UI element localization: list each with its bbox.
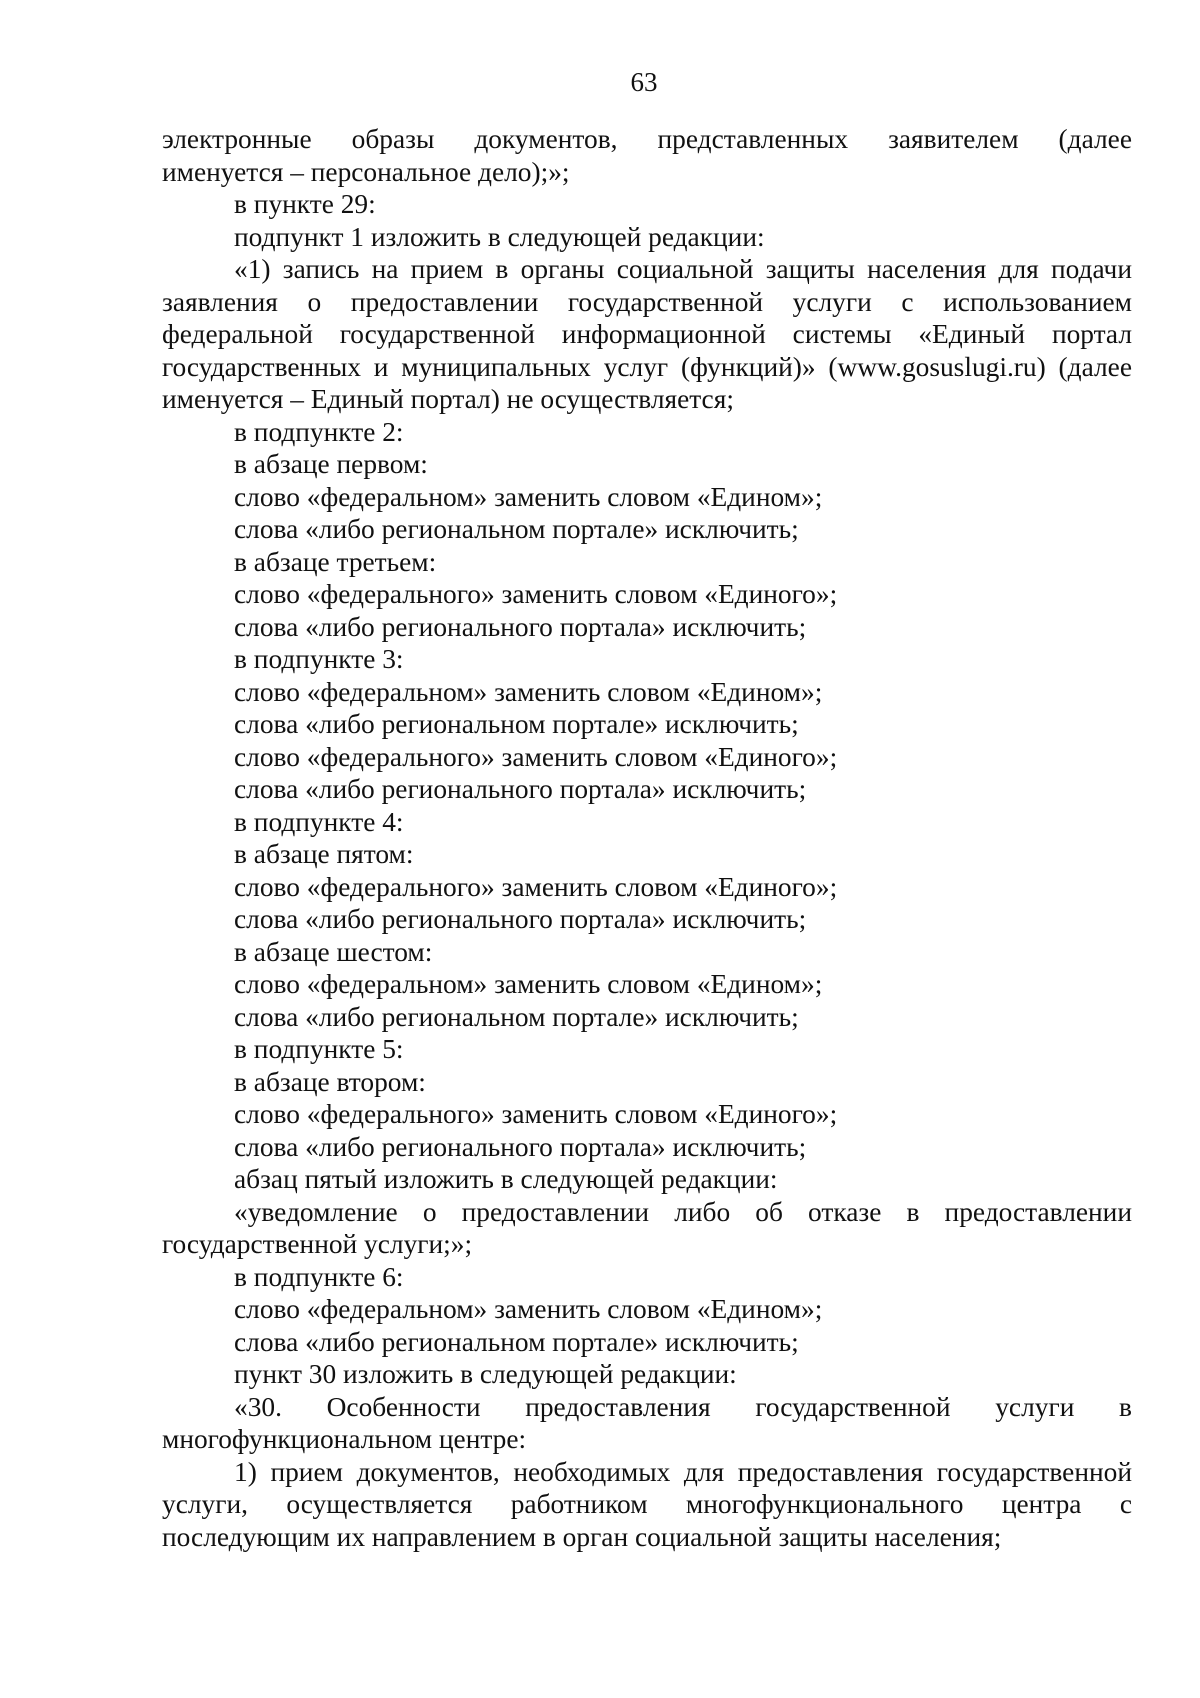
- text-line: слова «либо регионального портала» исключить;: [234, 904, 807, 934]
- text-line: в пункте 29:: [234, 189, 376, 219]
- text-line: государственных и муниципальных услуг (функций)» (www.gosuslugi.ru) (далее: [162, 351, 1132, 382]
- text-line: в абзаце шестом:: [234, 936, 433, 967]
- text-line: подпункт 1 изложить в следующей редакции:: [234, 221, 765, 252]
- text-line: 1) прием документов, необходимых для предоставления государственной: [234, 1456, 1132, 1487]
- text-line: заявления о предоставлении государственной услуги с использованием: [162, 286, 1132, 317]
- text-line: государственной услуги;»;: [162, 1229, 473, 1259]
- text-line: слова «либо региональном портале» исключить;: [234, 1326, 799, 1357]
- text-line: слово «федерального» заменить словом «Единого»;: [234, 741, 838, 772]
- text-line: в подпункте 6:: [234, 1261, 404, 1292]
- text-line: в абзаце первом:: [234, 449, 428, 479]
- text-line: слова «либо регионального портала» исключить;: [234, 774, 807, 804]
- text-line: именуется – Единый портал) не осуществляется;: [162, 384, 734, 414]
- text-line: в абзаце втором:: [234, 1066, 426, 1097]
- text-line: многофункциональном центре:: [162, 1424, 527, 1454]
- text-line: последующим их направлением в орган социальной защиты населения;: [162, 1521, 1002, 1552]
- text-line: в подпункте 3:: [234, 644, 404, 674]
- text-line: пункт 30 изложить в следующей редакции:: [234, 1359, 737, 1389]
- text-line: слово «федеральном» заменить словом «Едином»;: [234, 1294, 823, 1324]
- text-line: в абзаце пятом:: [234, 839, 414, 869]
- text-line: слово «федерального» заменить словом «Единого»;: [234, 579, 838, 609]
- text-line: слово «федерального» заменить словом «Единого»;: [234, 1099, 838, 1129]
- document-body: [162, 123, 1132, 1553]
- text-line: электронные образы документов, представленных заявителем (далее: [162, 124, 1132, 154]
- text-line: в абзаце третьем:: [234, 546, 437, 577]
- text-line: слова «либо региональном портале» исключить;: [234, 514, 799, 544]
- text-line: слова «либо регионального портала» исключить;: [234, 1131, 807, 1162]
- text-line: в подпункте 4:: [234, 806, 404, 837]
- text-line: «1) запись на прием в органы социальной защиты населения для подачи: [234, 254, 1132, 284]
- text-line: в подпункте 2:: [234, 416, 404, 447]
- text-line: слово «федерального» заменить словом «Единого»;: [234, 871, 838, 902]
- text-line: в подпункте 5:: [234, 1034, 404, 1064]
- text-line: слова «либо региональном портале» исключить;: [234, 1001, 799, 1032]
- text-line: «уведомление о предоставлении либо об отказе в предоставлении: [234, 1196, 1132, 1227]
- text-line: слово «федеральном» заменить словом «Едином»;: [234, 676, 823, 707]
- text-line: абзац пятый изложить в следующей редакции:: [234, 1164, 778, 1194]
- text-line: именуется – персональное дело);»;: [162, 156, 570, 187]
- text-line: слова «либо регионального портала» исключить;: [234, 611, 807, 642]
- text-line: слово «федеральном» заменить словом «Едином»;: [234, 969, 823, 999]
- text-line: слово «федеральном» заменить словом «Едином»;: [234, 481, 823, 512]
- page-number: 63: [630, 67, 658, 97]
- text-line: «30. Особенности предоставления государственной услуги в: [234, 1391, 1132, 1422]
- text-line: услуги, осуществляется работником многофункционального центра с: [162, 1489, 1132, 1519]
- text-line: слова «либо региональном портале» исключить;: [234, 709, 799, 739]
- text-line: федеральной государственной информационной системы «Единый портал: [162, 319, 1132, 349]
